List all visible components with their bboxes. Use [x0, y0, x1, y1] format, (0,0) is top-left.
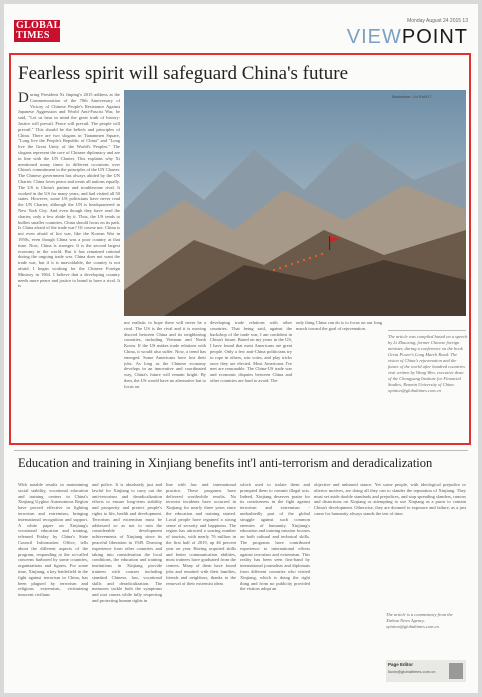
bottom-article-column-3 [166, 482, 236, 687]
page-editor-title: Page Editor [388, 662, 414, 667]
page-editor-box [386, 660, 466, 682]
page-editor-email[interactable]: liuxin@globaltimes.com.cn [388, 669, 436, 674]
bottom-column-2-text: and police. It is absolutely just and lawful for Xinjiang to carry out the anti-terrorism and deradicalization efforts to ensure long-term stability and prosperity and protect people's rights to life, health and development. Terrorism and extremism must be addressed so as not to ruin the considerable development achievements of Xinjiang since its peaceful liberation in 1949. Drawing experience from other countries and taking into consideration the local conditions, the education and training institutions in Xinjiang provide trainees with courses including standard Chinese, law, vocational skills and deradicalization. The measures tackle both the symptoms and root causes while fully respecting and protecting human rights in [92, 482, 162, 603]
main-article-headline[interactable]: Fearless spirit will safeguard China's future [18, 63, 349, 84]
illustration-graphic [124, 90, 466, 316]
main-column-2-text: not realistic to hope there will never be a rival. The US is the rival and it is moving discord between China and its neighboring countries, including Vietnam and North Korea. If the US makes trade relations with China, it would also suffer. Now, a trend has emerged. Some Americans have lost their jobs. As long as the Chinese economy develops in an innovative and coordinated way, China's future will remain bright. By then, the US would have no alternative but to focus on [124, 320, 206, 389]
main-article-column-1 [18, 92, 120, 442]
main-column-1-text: uring President Xi Jinping's 2015 address at the Commemoration of the 70th Anniversary of Victory of Chinese People's Resistance Against Japanese Aggression and World Anti-Fascist War, he said, "Let us bear in mind the great truth of history: Justice will prevail. Peace will prevail. The people will prevail." This should be the beliefs and principles of China. There are two slogans in Tiananmen Square, "Long live the People's Republic of China" and "Long live the Great Unity of the World's Peoples." The slogans represent the core of Chinese diplomacy and are in line with the UN Charter. This explains why Xi mentioned many times in different occasions over China's commitment to the principles of the UN Charter. The Chinese government has always abided by the UN Charter. China loves peace and treats all nations equally. The US is China's partner and troublesome rival. It worked in the US for many years, and had visited all 50 states. However, some US politicians have never read the UN Charter, although the UN is headquartered in New York City. And even though they have read the charter, only a few abide by it. Thus, the US tends to bullies smaller countries. China should focus on its path. Is China afraid of the trade war? Of course not. China is not even afraid of hot war, like the Korean War in 1950s, even though China was a poor country at that time. Now, China is stronger. It is the second largest economy in the world. But it has remained rational during the ongoing trade war. China does not want the trade war, but if it is unavoidable, the country is not afraid. I began working for the Chinese Foreign Ministry in 1964. I believe that a developing country needs more peace and justice to brand to have a rival. It is [18, 92, 120, 289]
main-article-column-4 [296, 320, 382, 442]
logo-line-1: GLOBAL [16, 20, 61, 31]
bottom-column-5-text: objective and unbiased stance. Yet some people, with ideological prejudice or ulterior motives, are doing all they can to slander the reputation of Xinjiang. They must set aside double standards and prejudices, and stop spreading slanders, rumors and distortions on Xinjiang or attempting to use Xinjiang as a pawn to contain China's development. Otherwise, they are doomed to exposure and failure, as a just cause for humanity always stands the test of time. [314, 482, 466, 516]
note-divider [388, 330, 466, 331]
newspaper-page [4, 4, 478, 693]
main-column-3-text: developing trade relations with other countries. That being said, against the backdrop of the trade war, I am confident in China's future. Based on my years in the US, I have found that most Americans are great people. Only a few anti-China politicians try to rope in others, win votes, and play tricks once they are elected. Most Americans I've met are reasonable. The China-US trade war and economic disputes between China and other countries are hard to avoid. The [210, 320, 292, 383]
bottom-column-4-text: which used to isolate them and prompted them to commit illegal acts. Indeed, Xinjiang deserves praise for its creativeness in the fight against terrorism and extremism - undoubtedly part of the global struggle against such common enemies of humanity. Xinjiang's education and training mission focuses on both cultural and technical skills. The programs have contributed experience to international efforts against terrorism and extremism. This reality has been seen first-hand by international journalists and diplomats from different countries who visited Xinjiang, which is doing the right thing and from no publicity provided the visitors adopt an [240, 482, 310, 592]
main-article-column-2 [124, 320, 206, 442]
illustration-credit: Illustration: Liu Rui/GT [392, 94, 432, 99]
bottom-article-headline[interactable]: Education and training in Xinjiang benefits int'l anti-terrorism and deradicalization [18, 456, 433, 470]
dateline: Monday August 24 2015 13 [407, 18, 468, 24]
main-column-4-text: only thing China can do is to focus on our long march toward the goal of rejuvenation. [296, 320, 382, 331]
drop-cap: D [18, 92, 29, 106]
section-title-bold: POINT [401, 26, 468, 48]
bottom-column-1-text: With notable results in maintaining social stability, vocational education and training centers in China's Xinjiang Uyghur Autonomous Region have proved effective in fighting terrorism and extremism, bringing international recognition and support. A white paper on Xinjiang's vocational education and training, released Friday by China's State Council Information Office, tells about the different aspects of the program, responding to the so-called concerns harbored by some countries, organizations and figures. For some time, Xinjiang, a key battlefield in the fight against terrorism in China, has been plagued by terrorism and religious extremism, victimizing innocent civilians [18, 482, 88, 598]
bottom-article-column-2 [92, 482, 162, 687]
editor-photo [449, 663, 463, 679]
section-divider [14, 450, 468, 451]
bottom-article-note: The article is a commentary from the Xinhua News Agency. opinion@globaltimes.com.cn [386, 612, 453, 629]
logo-line-2: TIMES [16, 30, 50, 41]
main-article-note: The article was compiled based on a speech by Li Zhaoxing, former Chinese foreign minister, during a conference on the book Great Power's Long March Road: The vision of China's rejuvenation and the future of the world after hundred countries visit written by Wang Wen, executive dean of the Chongyang Institute for Financial Studies, Renmin University of China. opinion@globaltimes.com.cn [388, 334, 468, 393]
bottom-article-column-5 [314, 482, 466, 607]
masthead [4, 4, 478, 52]
bottom-column-3-text: line with law and international practice. These programs have delivered worthwhile results. No terrorist incidents have occurred in Xinjiang for nearly three years since the education and training started. Local people have regained a strong sense of security and happiness. The region has attracted a soaring number of tourists, with nearly 76 million in the first half of 2019, up 46 percent year on year. Having acquired skills and better communication abilities, most trainees have graduated from the centers. Many of them have found jobs and reunited with their families, friends and neighbors, thanks to the removal of their extremist ideas [166, 482, 236, 586]
bottom-article-column-4 [240, 482, 310, 687]
mountain-march-illustration [124, 90, 466, 316]
main-article-column-3 [210, 320, 292, 442]
global-times-logo[interactable] [14, 20, 60, 42]
section-title [347, 26, 468, 49]
section-title-light: VIEW [346, 26, 402, 48]
bottom-article-column-1 [18, 482, 88, 687]
